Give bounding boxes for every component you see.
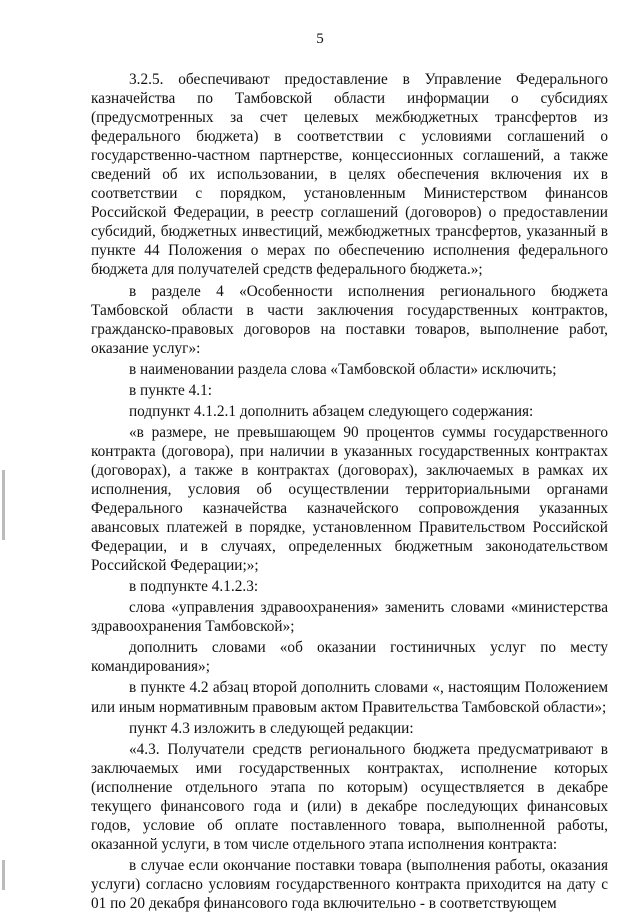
paragraph-december-case: в случае если окончание поставки товара (выполнения работы, оказания услуги) согласно условиям государственного контракта приходится на дату с 01 по 20 декабря финансового года включительно - в соответствующем: [91, 856, 608, 912]
document-body: [91, 70, 608, 913]
paragraph-section-title-change: в наименовании раздела слова «Тамбовской области» исключить;: [129, 360, 557, 378]
paragraph-subpoint-4-1-2-1: подпункт 4.1.2.1 дополнить абзацем следующего содержания:: [129, 402, 534, 420]
paragraph-point-4-3-intro: пункт 4.3 изложить в следующей редакции:: [129, 719, 414, 737]
paragraph-subpoint-4-1-2-3: в подпункте 4.1.2.3:: [129, 578, 259, 596]
scan-margin-mark: [2, 860, 5, 890]
paragraph-section-4: в разделе 4 «Особенности исполнения регионального бюджета Тамбовской области в части заключения государственных контрактов, гражданско-правовых договоров на поставки товаров, выполнение работ, оказание услуг»:: [91, 282, 608, 357]
scan-margin-mark: [2, 470, 5, 540]
paragraph-point-4-2: в пункте 4.2 абзац второй дополнить словами «, настоящим Положением или иным нормативным правовым актом Правительства Тамбовской области»;: [91, 679, 608, 716]
paragraph-point-4-3-text: «4.3. Получатели средств регионального бюджета предусматривают в заключаемых ими государственных контрактах, исполнение которых (исполнение отдельного этапа по которым) осуществляется в декабре текущего финансового года и (или) в декабре последующих финансовых годов, условие об оплате поставленного товара, выполненной работы, оказанной услуги, в том числе отдельного этапа исполнения контракта:: [91, 740, 608, 853]
paragraph-add-words: дополнить словами «об оказании гостиничных услуг по месту командирования»;: [91, 639, 608, 676]
paragraph-replace-words: слова «управления здравоохранения» заменить словами «министерства здравоохранения Тамбовской»;: [91, 599, 608, 636]
paragraph-point-4-1: в пункте 4.1:: [129, 381, 212, 399]
page-number: 5: [316, 31, 324, 47]
paragraph-3-2-5: 3.2.5. обеспечивают предоставление в Управление Федерального казначейства по Тамбовской области информации о субсидиях (предусмотренных за счет целевых межбюджетных трансфертов из федерального бюджета) в соответствии с условиями соглашений о государственно-частном партнерстве, концессионных соглашений, а также сведений об их использовании, в целях обеспечения включения их в соответствии с порядком, установленным Министерством финансов Российской Федерации, в реестр соглашений (договоров) о предоставлении субсидий, бюджетных инвестиций, межбюджетных трансфертов, указанный в пункте 44 Положения о мерах по обеспечению исполнения федерального бюджета для получателей средств федерального бюджета.»;: [91, 71, 608, 279]
paragraph-quote-90-percent: «в размере, не превышающем 90 процентов суммы государственного контракта (договора), при наличии в указанных государственных контрактах (договорах), а также в контрактах (договорах), заключаемых в рамках их исполнения, условия об осуществлении территориальными органами Федерального казначейства казначейского сопровождения указанных авансовых платежей в порядке, установленном Правительством Российской Федерации, и в случаях, определенных бюджетным законодательством Российской Федерации;»;: [91, 423, 608, 575]
